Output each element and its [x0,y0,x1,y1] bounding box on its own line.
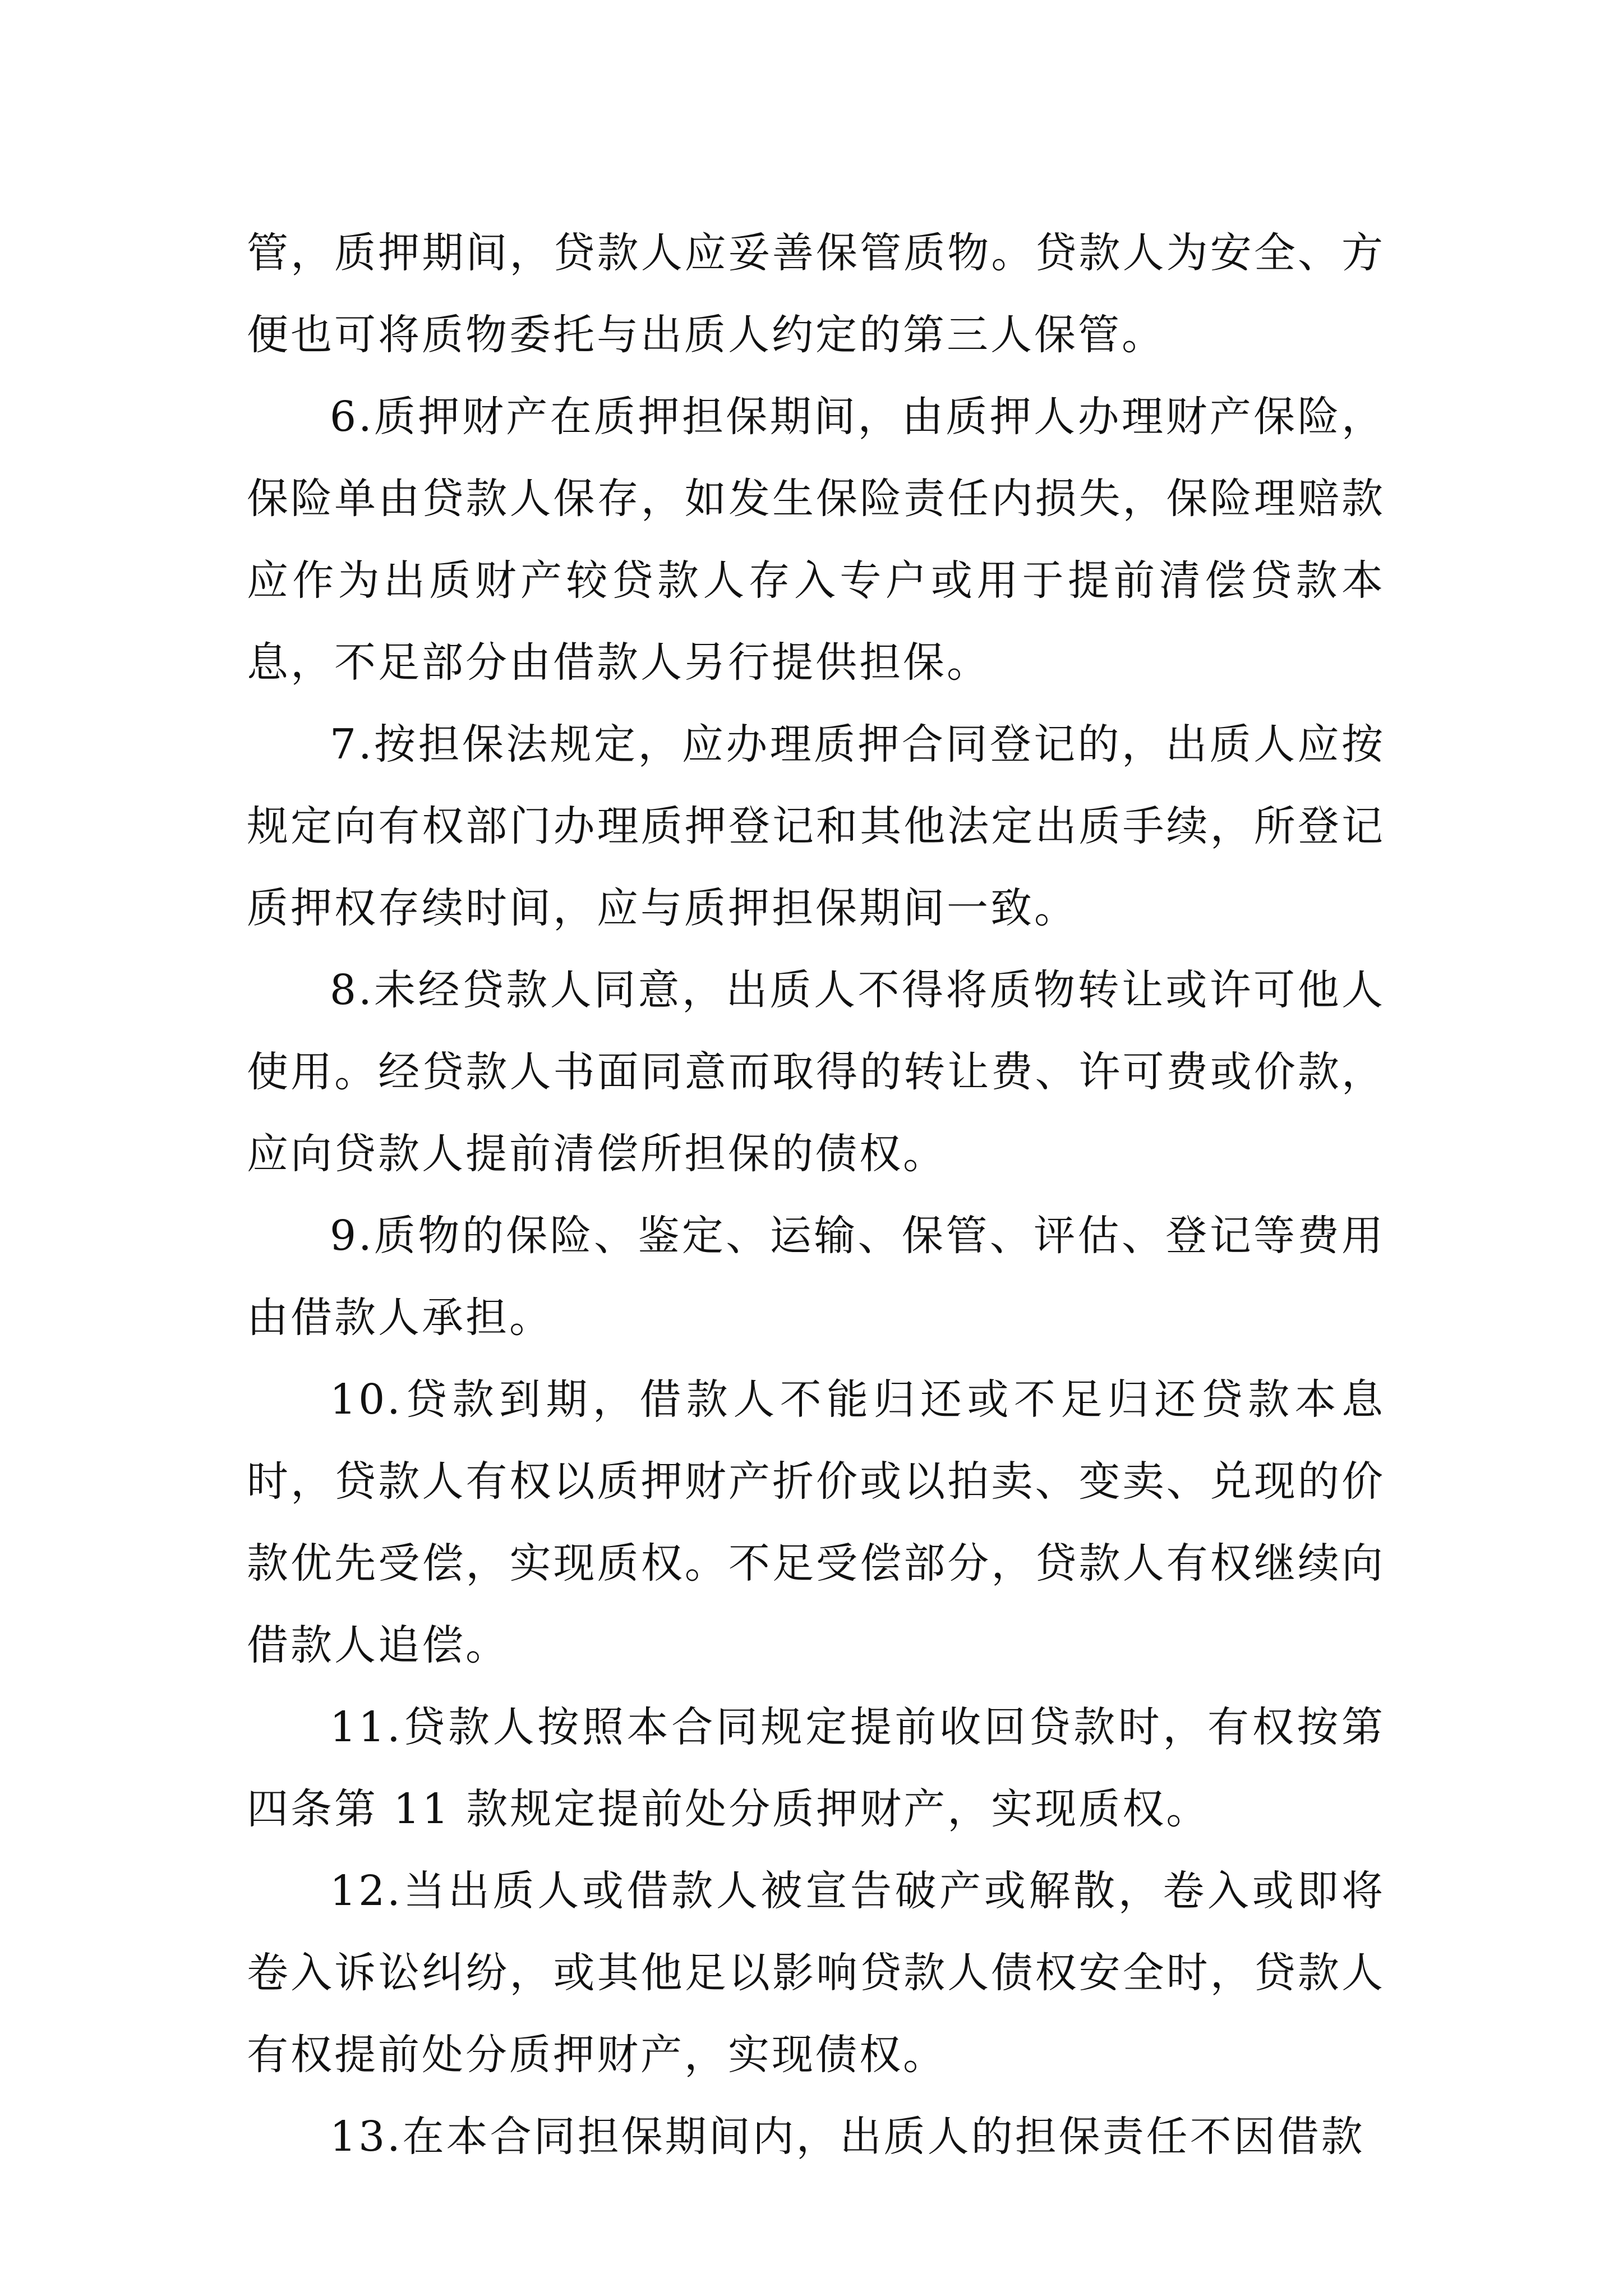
paragraph-clause-9: 9.质物的保险、鉴定、运输、保管、评估、登记等费用由借款人承担。 [247,1212,1385,1342]
paragraph-clause-12: 12.当出质人或借款人被宣告破产或解散，卷入或即将卷入诉讼纠纷，或其他足以影响贷款人债权安全时，贷款人有权提前处分质押财产，实现债权。 [247,1867,1385,2079]
paragraph-clause-11: 11.贷款人按照本合同规定提前收回贷款时，有权按第四条第 11 款规定提前处分质押财产，实现质权。 [247,1703,1385,1833]
paragraph-clause-7: 7.按担保法规定，应办理质押合同登记的，出质人应按规定向有权部门办理质押登记和其他法定出质手续，所登记质押权存续时间，应与质押担保期间一致。 [247,720,1385,932]
paragraph-clause-5-continuation: 管，质押期间，贷款人应妥善保管质物。贷款人为安全、方便也可将质物委托与出质人约定的第三人保管。 [247,229,1385,359]
paragraph-clause-10: 10.贷款到期，借款人不能归还或不足归还贷款本息时，贷款人有权以质押财产折价或以拍卖、变卖、兑现的价款优先受偿，实现质权。不足受偿部分，贷款人有权继续向借款人追偿。 [247,1375,1385,1669]
paragraph-clause-8: 8.未经贷款人同意，出质人不得将质物转让或许可他人使用。经贷款人书面同意而取得的转让费、许可费或价款，应向贷款人提前清偿所担保的债权。 [247,966,1385,1178]
document-body [247,212,1385,2178]
paragraph-clause-6: 6.质押财产在质押担保期间，由质押人办理财产保险，保险单由贷款人保存，如发生保险责任内损失，保险理赔款应作为出质财产较贷款人存入专户或用于提前清偿贷款本息，不足部分由借款人另行提供担保。 [247,393,1385,687]
paragraph-clause-13: 13.在本合同担保期间内，出质人的担保责任不因借款 [330,2113,1365,2161]
